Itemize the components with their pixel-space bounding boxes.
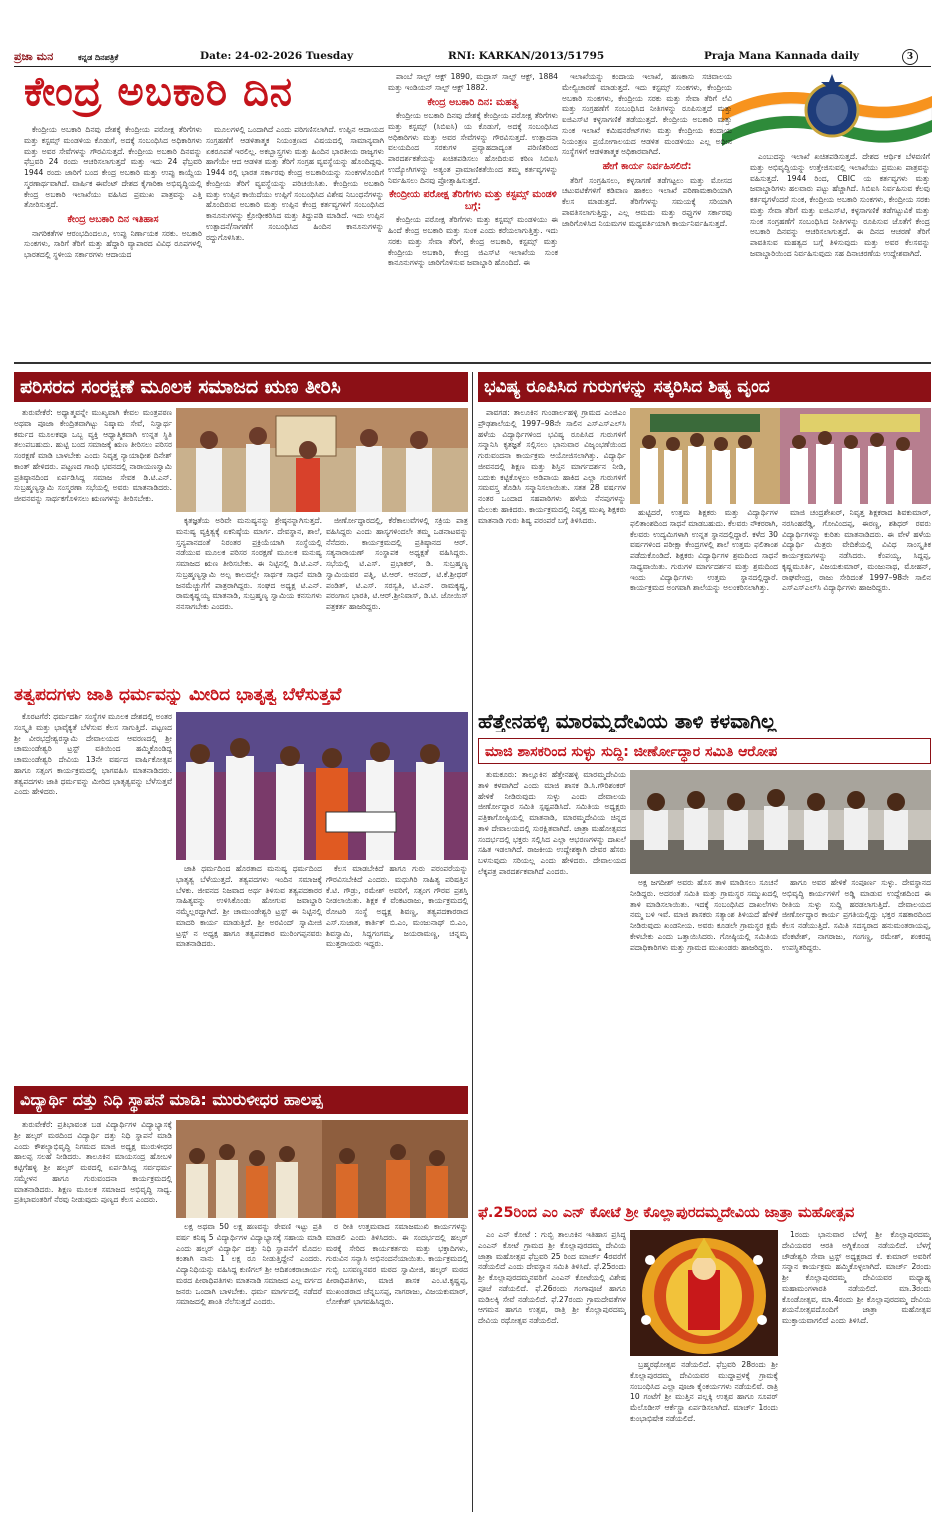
article3-col3-text: ಕೆಲಸ ಮಾಡಬೇಕಿದೆ ಹಾಗೂ ಗುರು ಪರಂಪರೆಯನ್ನು ಗೌರವಿಸಬೇಕಿದೆ ಎಂದರು. ಮಧುಗಿರಿ ಸಾಹಿತ್ಯ ಪರಿಷತ್ತಿನ ಕೆ.ಟಿ. ಗೌಡ್ರು, ರಮೇಶ್ ಅವರಿಗೆ, ಸತ್ಸಂಗ ಗೌರವ ಪ್ರಶಸ್ತಿ ನೀಡಲಾಯಿತು. ಶಿಕ್ಷಕ ಕೆ ವೆಂಕಟರಾಜು, ಕಾರ್ಯಕ್ರಮದಲ್ಲಿ ರೋಟರಿ ಸಂಸ್ಥೆ ಅಧ್ಯಕ್ಷ ಶಿವಣ್ಣ, ತತ್ವಪದಕಾರರಾದ ಎಸ್.ಸುಜಾತ, ಕಾರ್ತಿಕ್ ಬಿ.ಎಂ, ಮಂಜುನಾಥ್ ಬಿ.ಎಂ, ಶಿವಸ್ವಾಮಿ, ಸಿದ್ದಗಂಗಮ್ಮ, ಜಯರಾಮಣ್ಣ, ಚನ್ನಮ್ಮ ಮುತ್ತರಾಯರು ಇದ್ದರು.: [326, 864, 468, 949]
article4-photo: [176, 1120, 468, 1218]
article7-photo: [630, 1230, 778, 1356]
article4-col2-text: ಲಕ್ಷ ಅಥವಾ 50 ಲಕ್ಷ ಹಣವನ್ನು ಠೇವಣಿ ಇಟ್ಟು ಪ್ರತಿ ವರ್ಷ ಕನಿಷ್ಠ 5 ವಿದ್ಯಾರ್ಥಿಗಳ ವಿದ್ಯಾಭ್ಯಾಸಕ್ಕೆ ಸಹಾಯ ಮಾಡಿ ಎಂದು ಹಲ್ಕರ್ ವಿದ್ಯಾರ್ಥಿ ದತ್ತು ನಿಧಿ ಸ್ಥಾಪನೆಗೆ ಮೊದಲ ಕಂತಾಗಿ ನಾನು 1 ಲಕ್ಷ ರೂ ನೀಡುತ್ತಿದ್ದೇನೆ ಎಂದರು. ವಿದ್ಯಾನಿಧಿಯನ್ನು ವಹಿಸಿದ್ದ ಕುಣಿಗಲ್ ಶ್ರೀ ಆದಿಶಂಕರಾಚಾರ್ಯ ಮಠದ ಪೀಠಾಧಿಪತಿಗಳು ಮಾತನಾಡಿ ಸಮಾಜದ ಎಲ್ಲ ವರ್ಗದ ಜನರು ಒಂದಾಗಿ ಬಾಳಬೇಕು. ಧರ್ಮ ಮಾರ್ಗದಲ್ಲಿ ನಡೆದರೆ ಸಮಾಜದಲ್ಲಿ ಶಾಂತಿ ನೆಲೆಸುತ್ತದೆ ಎಂದರು.: [176, 1222, 322, 1307]
article3-headline: ತತ್ವಪದಗಳು ಜಾತಿ ಧರ್ಮವನ್ನು ಮೀರಿದ ಭಾತೃತ್ವ ಬೆಳೆಸುತ್ತವೆ: [14, 686, 342, 705]
article6-col2-text: ಅಕ್ಷ ಜಗದೀಶ್ ಅವರು ಹೊಸ ತಾಳಿ ಮಾಡಿಸಲು ಸೂಚನೆ ನೀಡಿದ್ದರು. ಅದರಂತೆ ಸಮಿತಿ ಮತ್ತು ಗ್ರಾಮಸ್ಥರ ಸಮ್ಮುಖದಲ್ಲಿ ತಾಳಿ ಮಾಡಿಸಲಾಯಿತು. ಇದಕ್ಕೆ ಸಂಬಂಧಿಸಿದ ದಾಖಲೆಗಳು ನಮ್ಮ ಬಳಿ ಇವೆ. ಮಾಜಿ ಶಾಸಕರು ಸತ್ಯಾಂಶ ತಿಳಿಯದೆ ಹೇಳಿಕೆ ನೀಡಿರುವುದು ಖಂಡನೀಯ. ಅವರು ಕೂಡಲೇ ಗ್ರಾಮಸ್ಥರ ಕ್ಷಮೆ ಕೇಳಬೇಕು ಎಂದು ಒತ್ತಾಯಿಸಿದರು. ಗೋಷ್ಠಿಯಲ್ಲಿ ಸಮಿತಿಯ ಪದಾಧಿಕಾರಿಗಳು ಮತ್ತು ಗ್ರಾಮದ ಮುಖಂಡರು ಹಾಜರಿದ್ದರು.: [630, 878, 778, 952]
article1-col4-text2: ತೆರಿಗೆ ಸಂಗ್ರಹಿಸಲು, ಕಳ್ಳಸಾಗಣೆ ತಡೆಗಟ್ಟಲು ಮತ್ತು ಮೋಸದ ಚಟುವಟಿಕೆಗಳಿಗೆ ಕಡಿವಾಣ ಹಾಕಲು ಇಲಾಖೆ ಪರಿಣಾಮಕಾರಿಯಾಗಿ ಕೆಲಸ ಮಾಡುತ್ತದೆ. ತೆರಿಗೆಗಳನ್ನು ಸಮಯಕ್ಕೆ ಸರಿಯಾಗಿ ಪಾವತಿಸಲಾಗುತ್ತಿದ್ದು, ಎಲ್ಲ ಆಮದು ಮತ್ತು ರಫ್ತುಗಳ ಸರ್ಕಾರವು ಜಾರಿಗೊಳಿಸಿದ ನಿಯಮಗಳ ಮಧ್ಯವರ್ತಿಯಾಗಿ ಕಾರ್ಯನಿರ್ವಹಿಸುತ್ತದೆ.: [562, 175, 732, 228]
article2-headline: ಪರಿಸರದ ಸಂರಕ್ಷಣೆ ಮೂಲಕ ಸಮಾಜದ ಋಣ ತೀರಿಸಿ: [14, 372, 468, 402]
article1-column-2: [206, 125, 384, 355]
group-photo-image: [176, 408, 468, 512]
article3-photo: [176, 712, 468, 860]
article4-column-2: [176, 1222, 322, 1512]
award-ceremony-image: [176, 712, 468, 860]
article1-col1-text: ಕೇಂದ್ರೀಯ ಅಬಕಾರಿ ದಿನವು ದೇಶಕ್ಕೆ ಕೇಂದ್ರೀಯ ಪರೋಕ್ಷ ತೆರಿಗೆಗಳು ಮತ್ತು ಕಸ್ಟಮ್ಸ್ ಮಂಡಳಿಯ ಕೊಡುಗೆ, ಅದಕ್ಕೆ ಸಂಬಂಧಿಸಿದ ಅಧಿಕಾರಿಗಳು ಮತ್ತು ಅವರ ಸೇವೆಗಳನ್ನು ಗೌರವಿಸುತ್ತದೆ. ಕೇಂದ್ರೀಯ ಅಬಕಾರಿ ದಿನವನ್ನು ಫೆಬ್ರವರಿ 24 ರಂದು ಆಚರಿಸಲಾಗುತ್ತದೆ ಮತ್ತು ಇದು 24 ಫೆಬ್ರವರಿ 1944 ರಂದು ಜಾರಿಗೆ ಬಂದ ಕೇಂದ್ರ ಅಬಕಾರಿ ಮತ್ತು ಉಪ್ಪು ಕಾಯ್ದೆಯ ಸ್ಮರಣಾರ್ಥವಾಗಿದೆ. ವಾರ್ಷಿಕ ಈವೆಂಟ್ ದೇಶದ ಕೈಗಾರಿಕಾ ಅಭಿವೃದ್ಧಿಯಲ್ಲಿ ಕೇಂದ್ರ ಅಬಕಾರಿ ಇಲಾಖೆಯು ವಹಿಸಿದ ಪ್ರಮುಖ ಪಾತ್ರವನ್ನು ಎತ್ತಿ ತೋರಿಸುತ್ತದೆ.: [24, 125, 202, 210]
cbic-emblem-graphic: [722, 70, 932, 150]
article1-col3-subheading2: ಕೇಂದ್ರೀಯ ಪರೋಕ್ಷ ತೆರಿಗೆಗಳು ಮತ್ತು ಕಸ್ಟಮ್ಸ್ ಮಂಡಳಿ ಬಗ್ಗೆ:: [389, 189, 557, 212]
article5-photo: [630, 408, 931, 504]
deity-idol-image: [630, 1230, 778, 1356]
masthead: [14, 49, 931, 67]
article3-column-2: [176, 864, 322, 1080]
page-number: 3: [902, 49, 918, 65]
article7-col3-text: 1ರಂದು ಭಾನುವಾರ ಬೆಳಗ್ಗೆ ಶ್ರೀ ಕೊಲ್ಲಾಪುರದಮ್ಮ ದೇವಿಯವರ ಆರತಿ ಅಗ್ನಿಕೊಂಡ ನಡೆಯಲಿದೆ. ಬೆಳಗ್ಗೆ ಚೌಡೇಶ್ವರಿ ಸೇವಾ ಟ್ರಸ್ಟ್ ಅಧ್ಯಕ್ಷರಾದ ಕೆ. ಕುಮಾರ್ ಅವರಿಗೆ ಸನ್ಮಾನ ಕಾರ್ಯಕ್ರಮ ಹಮ್ಮಿಕೊಳ್ಳಲಾಗಿದೆ. ಮಾರ್ಚ್ 2ರಂದು ಶ್ರೀ ಕೊಲ್ಲಾಪುರದಮ್ಮ ದೇವಿಯವರ ಮಧ್ಯಾಹ್ನ ಮಹಾಮಂಗಳಾರತಿ ನಡೆಯಲಿದೆ. ಮಾ.3ರಂದು ಕೊಂಡೋತ್ಸವ, ಮಾ.4ರಂದು ಶ್ರೀ ಕೊಲ್ಲಾಪುರದಮ್ಮ ದೇವಿಯ ಶಯನೋತ್ಸವದೊಂದಿಗೆ ಜಾತ್ರಾ ಮಹೋತ್ಸವ ಮುಕ್ತಾಯವಾಗಲಿದೆ ಎಂದು ತಿಳಿಸಿದೆ.: [782, 1230, 931, 1326]
article5-column-1: [478, 408, 626, 704]
article5-col2-text: ಹುಟ್ಟಿದರೆ, ಉತ್ತಮ ಶಿಕ್ಷಕರು ಮತ್ತು ವಿದ್ಯಾರ್ಥಿಗಳ ಫಲಿತಾಂಶದಿಂದ ಸಾಧನೆ ಮಾಡಬಹುದು. ಕೆಲವರು ನೌಕರರಾಗಿ, ಕೆಲವರು ಉದ್ಯಮಿಗಳಾಗಿ ಉನ್ನತ ಸ್ಥಾನದಲ್ಲಿದ್ದಾರೆ. ಕಳೆದ 30 ವರ್ಷಗಳಿಂದ ಪರೀಕ್ಷಾ ಕೇಂದ್ರಗಳಲ್ಲಿ ಶಾಲೆ ಉತ್ತಮ ಫಲಿತಾಂಶ ಪಡೆದುಕೊಂಡಿದೆ. ಶಿಕ್ಷಕರು ವಿದ್ಯಾರ್ಥಿಗಳ ಶ್ರಮದಿಂದ ಸಾಧನೆ ಸಾಧ್ಯವಾಯಿತು. ಗುರುಗಳ ಮಾರ್ಗದರ್ಶನ ಮತ್ತು ಶ್ರಮದಿಂದ ಇಂದು ವಿದ್ಯಾರ್ಥಿಗಳು ಉತ್ತಮ ಸ್ಥಾನದಲ್ಲಿದ್ದಾರೆ. ಕಾರ್ಯಕ್ರಮದ ಅಂಗವಾಗಿ ಶಾಲೆಯನ್ನು ಅಲಂಕರಿಸಲಾಗಿತ್ತು.: [630, 508, 778, 593]
article1-col3-text2: ಕೇಂದ್ರೀಯ ಪರೋಕ್ಷ ತೆರಿಗೆಗಳು ಮತ್ತು ಕಸ್ಟಮ್ಸ್ ಮಂಡಳಿಯು ಈ ಹಿಂದೆ ಕೇಂದ್ರ ಅಬಕಾರಿ ಮತ್ತು ಸುಂಕ ಎಂದು ಕರೆಯಲಾಗುತ್ತಿತ್ತು. ಇದು ಸರಕು ಮತ್ತು ಸೇವಾ ತೆರಿಗೆ, ಕೇಂದ್ರ ಅಬಕಾರಿ, ಕಸ್ಟಮ್ಸ್ ಮತ್ತು ಕೇಂದ್ರೀಯ ಅಬಕಾರಿ, ಕೇಂದ್ರ ಜಿಎಸ್‌ಟಿ ಇಲಾಖೆಯ ಸುಂಕ ಕಾನೂನುಗಳನ್ನು ಜಾರಿಗೊಳಿಸುವ ಜವಾಬ್ದಾರಿ ಹೊಂದಿದೆ. ಈ: [388, 215, 558, 268]
flag-wave-icon: [722, 70, 932, 150]
article1-col1-text2: ನಾಗರಿಕತೆಗಳ ಆರಂಭದಿಂದಲೂ, ಉಪ್ಪು ನಿರ್ಣಾಯಕ ಸರಕು. ಅಬಕಾರಿ ಸುಂಕಗಳು, ಸಾರಿಗೆ ತೆರಿಗೆ ಮತ್ತು ಹೆದ್ದಾರಿ ವ್ಯಾಪಾರದ ವಿವಿಧ ರೂಪಗಳಲ್ಲಿ ಭಾರತದಲ್ಲಿ ಸ್ಥಳೀಯ ಸರ್ಕಾರಗಳು ಆದಾಯದ: [24, 228, 202, 260]
dignitaries-photo-image: [176, 1120, 468, 1218]
article5-col3-text: ಮಾಜಿ ಚಂದ್ರಶೇಖರ್, ನಿವೃತ್ತ ಶಿಕ್ಷಕರಾದ ಶಿವಕುಮಾರ್, ನರಸಿಂಹರೆಡ್ಡಿ, ಗೋವಿಂದಪ್ಪ, ಈರಣ್ಣ, ಶಶಿಧರ್ ರವರು ವಿದ್ಯಾರ್ಥಿಗಳನ್ನು ಕುರಿತು ಮಾತನಾಡಿದರು. ಈ ವೇಳೆ ಹಳೆಯ ವಿದ್ಯಾರ್ಥಿ ಮಿತ್ರರು ವೇದಿಕೆಯಲ್ಲಿ ವಿವಿಧ ಸಾಂಸ್ಕೃತಿಕ ಕಾರ್ಯಕ್ರಮಗಳನ್ನು ನಡೆಸಿದರು. ಕೆಂಪಯ್ಯ, ಸಿದ್ದಪ್ಪ, ಕೃಷ್ಣಮೂರ್ತಿ, ವಿಜಯಕುಮಾರ್, ಮಂಜುನಾಥ, ಮೋಹನ್, ರಾಘವೇಂದ್ರ, ರಾಜು ಸೇರಿದಂತೆ 1997–98ನೇ ಸಾಲಿನ ಎಸ್‌ಎಸ್‌ಎಲ್‌ಸಿ ವಿದ್ಯಾರ್ಥಿಗಳು ಹಾಜರಿದ್ದರು.: [782, 508, 931, 593]
article4-headline: ವಿದ್ಯಾರ್ಥಿ ದತ್ತು ನಿಧಿ ಸ್ಥಾಪನೆ ಮಾಡಿ: ಮುರುಳೀಧರ ಹಾಲಪ್ಪ: [14, 1086, 468, 1114]
masthead-date: Date: 24-02-2026 Tuesday: [200, 50, 354, 62]
article6-col3-text: ಹಾಗೂ ಅವರ ಹೇಳಿಕೆ ಸಂಪೂರ್ಣ ಸುಳ್ಳು. ದೇವಸ್ಥಾನದ ಅಭಿವೃದ್ಧಿ ಕಾರ್ಯಗಳಿಗೆ ಅಡ್ಡಿ ಮಾಡುವ ಉದ್ದೇಶದಿಂದ ಈ ರೀತಿಯ ಸುಳ್ಳು ಸುದ್ದಿ ಹರಡಲಾಗುತ್ತಿದೆ. ದೇವಾಲಯದ ಜೀರ್ಣೋದ್ಧಾರ ಕಾರ್ಯ ಪ್ರಗತಿಯಲ್ಲಿದ್ದು ಭಕ್ತರ ಸಹಕಾರದಿಂದ ಕೆಲಸ ನಡೆಯುತ್ತಿದೆ. ಸಮಿತಿ ಸದಸ್ಯರಾದ ಹನುಮಂತರಾಯಪ್ಪ, ವೆಂಕಟೇಶ್, ನಾಗರಾಜು, ಗಂಗಣ್ಣ, ರಮೇಶ್, ಶಂಕರಪ್ಪ ಉಪಸ್ಥಿತರಿದ್ದರು.: [782, 878, 931, 952]
article6-column-2: [630, 878, 778, 1200]
article1-col3-text: ಕೇಂದ್ರೀಯ ಅಬಕಾರಿ ದಿನವು ದೇಶಕ್ಕೆ ಕೇಂದ್ರೀಯ ಪರೋಕ್ಷ ತೆರಿಗೆಗಳು ಮತ್ತು ಕಸ್ಟಮ್ಸ್ (ಸಿಬಿಐಸಿ) ಯ ಕೊಡುಗೆ, ಅದಕ್ಕೆ ಸಂಬಂಧಿಸಿದ ಅಧಿಕಾರಿಗಳು ಮತ್ತು ಅವರ ಸೇವೆಗಳನ್ನು ಗೌರವಿಸುತ್ತದೆ. ಉತ್ಪಾದನಾ ವಲಯದಿಂದ ಸರಕುಗಳ ಪ್ರವ್ಯಾಹದಾದ್ಯಂತ ಪರಿಣಿತರಿಂದ ಪಾರದರ್ಶಕತೆಯನ್ನು ಖಚಿತಪಡಿಸಲು ಹೋದಿರುವ ಕಠಿಣ ಸಿಬಿಐಸಿ ಉದ್ಯೋಗಿಗಳನ್ನು ಅತ್ಯಂತ ಪ್ರಾಮಾಣಿಕತೆಯಿಂದ ತಮ್ಮ ಕರ್ತವ್ಯಗಳನ್ನು ನಿರ್ವಹಿಸಲು ದಿನವು ಪ್ರೋತ್ಸಾಹಿಸುತ್ತದೆ.: [388, 110, 558, 185]
masthead-rni: RNI: KARKAN/2013/51795: [448, 50, 605, 62]
press-meet-image: [630, 770, 931, 874]
article5-column-3: [782, 508, 931, 704]
masthead-logo: ಪ್ರಜಾ ಮನ: [14, 50, 54, 63]
vertical-divider: [472, 372, 473, 1512]
article5-col1-text: ಪಾವಗಡ: ತಾಲೂಕಿನ ಗುಂಡಾರ್ಲಹಳ್ಳಿ ಗ್ರಾಮದ ಎಂಜಿಎಂ ಪ್ರೌಢಶಾಲೆಯಲ್ಲಿ 1997–98ನೇ ಸಾಲಿನ ಎಸ್‌ಎಸ್‌ಎಲ್‌ಸಿ ಹಳೆಯ ವಿದ್ಯಾರ್ಥಿಗಳಿಂದ ಭವಿಷ್ಯ ರೂಪಿಸಿದ ಗುರುಗಳಿಗೆ ಸನ್ಮಾನಿಸಿ ಕೃತಜ್ಞತೆ ಸಲ್ಲಿಸಲು ಭಾನುವಾರ ವಿಜೃಂಭಣೆಯಿಂದ ಗುರುವಂದನಾ ಕಾರ್ಯಕ್ರಮ ಆಯೋಜಿಸಲಾಗಿತ್ತು. ವಿದ್ಯಾರ್ಥಿ ಜೀವನದಲ್ಲಿ ಶಿಕ್ಷಣ ಮತ್ತು ಶಿಸ್ತಿನ ಮಾರ್ಗದರ್ಶನ ನೀಡಿ, ಬದುಕು ಕಟ್ಟಿಕೊಳ್ಳಲು ಅಡಿಪಾಯ ಹಾಕಿದ ಎಲ್ಲಾ ಗುರುಗಳಿಗೆ ಸಮವಸ್ತ್ರ ತೊಡಿಸಿ ಸನ್ಮಾನಿಸಲಾಯಿತು. ಸತತ 28 ವರ್ಷಗಳ ನಂತರ ಒಂದಾದ ಸಹಪಾಠಿಗಳು ಹಳೆಯ ನೆನಪುಗಳನ್ನು ಮೆಲುಕು ಹಾಕಿದರು. ಕಾರ್ಯಕ್ರಮದಲ್ಲಿ ನಿವೃತ್ತ ಮುಖ್ಯ ಶಿಕ್ಷಕರು ಮಾತನಾಡಿ ಗುರು ಶಿಷ್ಯ ಪರಂಪರೆ ಬಗ್ಗೆ ತಿಳಿಸಿದರು.: [478, 408, 626, 525]
masthead-paper-name: Praja Mana Kannada daily: [704, 50, 860, 62]
article3-col1-text: ಕೊರಟಗೆರೆ: ಧರ್ಮದರ್ಶಿ ಸಂಸ್ಥೆಗಳ ಮೂಲಕ ದೇಶದಲ್ಲಿ ಅಂತರ ಸಂಸ್ಕೃತಿ ಮತ್ತು ಭಾವೈಕ್ಯತೆ ಬೆಳೆಸುವ ಕೆಲಸ ಸಾಗುತ್ತಿದೆ. ಪಟ್ಟಣದ ಶ್ರೀ ವೀರಭದ್ರೇಶ್ವರಸ್ವಾಮಿ ದೇವಾಲಯದ ಆವರಣದಲ್ಲಿ ಶ್ರೀ ಚಾಮುಂಡೇಶ್ವರಿ ಟ್ರಸ್ಟ್ ವತಿಯಿಂದ ಹಮ್ಮಿಕೊಂಡಿದ್ದ ಚಾಮುಂಡೇಶ್ವರಿ ದೇವಿಯ 13ನೇ ವರ್ಷದ ವಾರ್ಷಿಕೋತ್ಸವ ಹಾಗೂ ಸತ್ಸಂಗ ಕಾರ್ಯಕ್ರಮದಲ್ಲಿ ಭಾಗವಹಿಸಿ ಮಾತನಾಡಿದರು. ತತ್ವಪದಗಳು ಜಾತಿ ಧರ್ಮವನ್ನು ಮೀರಿದ ಭಾತೃತ್ವವನ್ನು ಬೆಳೆಸುತ್ತವೆ ಎಂದು ಹೇಳಿದರು.: [14, 712, 172, 797]
article1-title: ಕೇಂದ್ರ ಅಬಕಾರಿ ದಿನ: [24, 69, 294, 115]
article1-col3-text-top: ಪಾಂಬೆ ಸಾಲ್ಟ್ ಆಕ್ಟ್ 1890, ಮದ್ರಾಸ್ ಸಾಲ್ಟ್ ಆಕ್ಟ್, 1884 ಮತ್ತು ಇಂಡಿಯನ್ ಸಾಲ್ಟ್ ಆಕ್ಟ್ 1882.: [388, 72, 558, 92]
article1-col1-subheading: ಕೇಂದ್ರ ಅಬಕಾರಿ ದಿನ ಇತಿಹಾಸ: [67, 214, 159, 226]
article2-column-3: [326, 516, 468, 672]
article6-column-3: [782, 878, 931, 1200]
article6-col1-text: ತುಮಕೂರು: ತಾಲ್ಲೂಕಿನ ಹೆತ್ತೇನಹಳ್ಳಿ ಮಾರಮ್ಮದೇವಿಯ ತಾಳಿ ಕಳವಾಗಿದೆ ಎಂದು ಮಾಜಿ ಶಾಸಕ ಡಿ.ಸಿ.ಗೌರಿಶಂಕರ್ ಹೇಳಿಕೆ ನೀಡಿರುವುದು ಸುಳ್ಳು ಎಂದು ದೇವಾಲಯ ಜೀರ್ಣೋದ್ಧಾರ ಸಮಿತಿ ಸ್ಪಷ್ಟಪಡಿಸಿದೆ. ಸಮಿತಿಯ ಅಧ್ಯಕ್ಷರು ಪತ್ರಿಕಾಗೋಷ್ಠಿಯಲ್ಲಿ ಮಾತನಾಡಿ, ಮಾರಮ್ಮದೇವಿಯ ಚಿನ್ನದ ತಾಳಿ ದೇವಾಲಯದಲ್ಲಿ ಸುರಕ್ಷಿತವಾಗಿದೆ. ಜಾತ್ರಾ ಮಹೋತ್ಸವದ ಸಂದರ್ಭದಲ್ಲಿ ಭಕ್ತರು ಸಲ್ಲಿಸಿದ ಎಲ್ಲಾ ಆಭರಣಗಳನ್ನು ದಾಖಲೆ ಸಹಿತ ಇಡಲಾಗಿದೆ. ರಾಜಕೀಯ ಉದ್ದೇಶಕ್ಕಾಗಿ ದೇವರ ಹೆಸರು ಬಳಸುವುದು ಸರಿಯಲ್ಲ ಎಂದು ಹೇಳಿದರು. ದೇವಾಲಯದ ಲೆಕ್ಕಪತ್ರ ಪಾರದರ್ಶಕವಾಗಿದೆ ಎಂದರು.: [478, 770, 626, 877]
article1-col2-text: ಮೂಲಗಳಲ್ಲಿ ಒಂದಾಗಿದೆ ಎಂದು ಪರಿಗಣಿಸಲಾಗಿದೆ. ಉಪ್ಪಿನ ಆದಾಯದ ಸಂಗ್ರಹಣೆಗೆ ಆಡಳಿತಾತ್ಮಕ ನಿಯಂತ್ರಣದ ವಿಷಯದಲ್ಲಿ ಸಾಮಾನ್ಯವಾಗಿ ಏಕರೂಪತೆ ಇರಲಿಲ್ಲ. ಅಕಬ್ಬಾಸ್ತ್ರಗಳು ಮತ್ತು ಹಿಂದಿನ ಭಾರತೀಯ ರಾಜ್ಯಗಳು ಹಾಗೆಯೇ ಆದ ಆಡಳಿತ ಮತ್ತು ತೆರಿಗೆ ಸಂಗ್ರಹ ವ್ಯವಸ್ಥೆಯನ್ನು ಹೊಂದಿದ್ದವು. 1944 ರಲ್ಲಿ ಭಾರತ ಸರ್ಕಾರವು ಕೇಂದ್ರ ಅಬಕಾರಿಯನ್ನು ಸುಂಕಗಳೊಂದಿಗೆ ಕೇಂದ್ರೀಯ ತೆರಿಗೆ ವ್ಯವಸ್ಥೆಯನ್ನು ಪರಿಚಯಿಸಿತು. ಕೇಂದ್ರೀಯ ಅಬಕಾರಿ ಮತ್ತು ಉಪ್ಪಿನ ಕಾಯಿದೆಯು ಉಪ್ಪಿಗೆ ಸಂಬಂಧಿಸಿದ ವಿಶೇಷ ನಿಬಂಧನೆಗಳನ್ನು ಹೊಂದಿರುವ ಅಬಕಾರಿ ಮತ್ತು ಉಪ್ಪಿನ ಕೇಂದ್ರ ಕರ್ತವ್ಯಗಳಿಗೆ ಸಂಬಂಧಿಸಿದ ಕಾನೂನುಗಳನ್ನು ಕ್ರೋಢೀಕರಿಸಿದ ಮತ್ತು ತಿದ್ದುಪಡಿ ಮಾಡಿದೆ. ಇದು ಉಪ್ಪಿನ ಉತ್ಪಾದನೆ/ಸಾಗಣೆಗೆ ಸಂಬಂಧಿಸಿದ ಹಿಂದಿನ ಕಾನೂನುಗಳನ್ನು ರದ್ದುಗೊಳಿಸಿತು.: [206, 125, 384, 242]
article1-col4-text: ಇಲಾಖೆಯನ್ನು ಕಂದಾಯ ಇಲಾಖೆ, ಹಣಕಾಸು ಸಚಿವಾಲಯ ಮೇಲ್ವಿಚಾರಣೆ ಮಾಡುತ್ತದೆ. ಇದು ಕಸ್ಟಮ್ಸ್ ಸುಂಕಗಳು, ಕೇಂದ್ರೀಯ ಅಬಕಾರಿ ಸುಂಕಗಳು, ಕೇಂದ್ರೀಯ ಸರಕು ಮತ್ತು ಸೇವಾ ತೆರಿಗೆ ಲೆವಿ ಮತ್ತು ಸಂಗ್ರಹಣೆಗೆ ಸಂಬಂಧಿಸಿದ ನೀತಿಗಳನ್ನು ರೂಪಿಸುತ್ತದೆ ಮತ್ತು ಐಜಿಎಸ್‌ಟಿ ಕಳ್ಳಸಾಗಣಿಕೆ ತಡೆಯುತ್ತದೆ. ಕೇಂದ್ರೀಯ ಅಬಕಾರಿ ಮತ್ತು ಸುಂಕ ಇಲಾಖೆ ಕಮಿಷನರೇಟ್‌ಗಳು ಮತ್ತು ಕೇಂದ್ರೀಯ ಕಂದಾಯ ನಿಯಂತ್ರಣ ಪ್ರಯೋಗಾಲಯದ ಆಡಳಿತ ಮಂಡಳಿಯು ಎಲ್ಲ ಅಧೀನ ಸಂಸ್ಥೆಗಳಿಗೆ ಆಡಳಿತಾತ್ಮಕ ಅಧಿಕಾರವಾಗಿದೆ.: [562, 72, 732, 157]
article1-column-1: [24, 125, 202, 355]
article4-column-3: [326, 1222, 468, 1512]
article2-col1-text: ತುರುವೇಕೆರೆ: ಅಧ್ಯಾತ್ಮವನ್ನೇ ಮುಖ್ಯವಾಗಿ ಕೇವಲ ಮಂತ್ರಪಠಣ ಅಥವಾ ಪೂಜಾ ಕೇಂದ್ರಿತವಾಗಿಟ್ಟು ನಿಷ್ಕಾಮ ಸೇವೆ, ನಿಸ್ವಾರ್ಥ ಕರ್ಮದ ಮೂಲಕವೂ ಒಬ್ಬ ವ್ಯಕ್ತಿ ಆಧ್ಯಾತ್ಮಿಕವಾಗಿ ಉನ್ನತ ಸ್ಥಿತಿ ತಲುಪಬಹುದು. ಹುಟ್ಟಿ ಬಂದ ಸಮಾಜಕ್ಕೆ ಋಣ ತೀರಿಸಲು ಪರಿಸರ ಸಂರಕ್ಷಣೆ ಮಾಡಿ ಬಾಳಬೇಕು ಎಂದು ನಿವೃತ್ತ ನ್ಯಾಯಾಧೀಶ ದಿನೇಶ್ ಕಾಂತ್ ಹೇಳಿದರು. ಪಟ್ಟಣದ ಗಾಂಧಿ ಭವನದಲ್ಲಿ ನಾರಾಯಣಸ್ವಾಮಿ ಪ್ರತಿಷ್ಠಾನದಿಂದ ಏರ್ಪಡಿಸಿದ್ದ ಸಮಾಜ ಸೇವಕ ಡಿ.ಟಿ.ಎನ್. ಸುಬ್ರಹ್ಮಣ್ಯಸ್ವಾಮಿ ಸಂಸ್ಮರಣಾ ಸಭೆಯಲ್ಲಿ ಅವರು ಮಾತನಾಡಿದರು. ಜೀವನವನ್ನು ಸಾರ್ಥಕಗೊಳಿಸಲು ಋಣಗಳನ್ನು ತೀರಿಸಬೇಕು.: [14, 408, 172, 504]
article6-photo: [630, 770, 931, 874]
article6-subheadline: ಮಾಜಿ ಶಾಸಕರಿಂದ ಸುಳ್ಳು ಸುದ್ದಿ: ಜೀರ್ಣೋದ್ಧಾರ ಸಮಿತಿ ಆರೋಪ: [478, 738, 931, 764]
article5-headline: ಭವಿಷ್ಯ ರೂಪಿಸಿದ ಗುರುಗಳನ್ನು ಸತ್ಕರಿಸಿದ ಶಿಷ್ಯ ವೃಂದ: [478, 372, 931, 402]
article7-column-3: [782, 1230, 931, 1512]
article3-column-3: [326, 864, 468, 1080]
article6-column-1: [478, 770, 626, 1200]
article4-column-1: [14, 1120, 172, 1512]
article2-column-1: [14, 408, 172, 672]
article1-column-5: [750, 152, 930, 355]
article7-headline: ಫೆ.25ರಿಂದ ಎಂ ಎನ್ ಕೋಟೆ ಶ್ರೀ ಕೊಲ್ಲಾಪುರದಮ್ಮದೇವಿಯ ಜಾತ್ರಾ ಮಹೋತ್ಸವ: [478, 1206, 855, 1221]
article1-col5-text: ಎಂಬುದನ್ನು ಇಲಾಖೆ ಖಚಿತಪಡಿಸುತ್ತದೆ. ದೇಶದ ಆರ್ಥಿಕ ಬೆಳವಣಿಗೆ ಮತ್ತು ಅಭಿವೃದ್ಧಿಯನ್ನು ಉತ್ತೇಜಿಸುವಲ್ಲಿ ಇಲಾಖೆಯು ಪ್ರಮುಖ ಪಾತ್ರವನ್ನು ವಹಿಸುತ್ತದೆ. 1944 ರಿಂದ, CBIC ಯ ಕರ್ತವ್ಯಗಳು ಮತ್ತು ಜವಾಬ್ದಾರಿಗಳು ಹಲವಾರು ಪಟ್ಟು ಹೆಚ್ಚಾಗಿದೆ. ಸಿಬಿಐಸಿ ನಿರ್ವಹಿಸುವ ಕೆಲವು ಕರ್ತವ್ಯಗಳೆಂದರೆ ಸುಂಕ, ಕೇಂದ್ರೀಯ ಅಬಕಾರಿ ಸುಂಕಗಳು, ಕೇಂದ್ರೀಯ ಸರಕು ಮತ್ತು ಸೇವಾ ತೆರಿಗೆ ಮತ್ತು ಐಜಿಎಸ್‌ಟಿ, ಕಳ್ಳಸಾಗಣಿಕೆ ತಡೆಗಟ್ಟುವಿಕೆ ಮತ್ತು ಸುಂಕ ಸಂಗ್ರಹಣೆಗೆ ಸಂಬಂಧಿಸಿದ ನೀತಿಗಳನ್ನು ರೂಪಿಸುವ ಜೊತೆಗೆ ಕೇಂದ್ರ ಅಬಕಾರಿ ದಿನವನ್ನು ಆಚರಿಸಲಾಗುತ್ತದೆ. ಈ ದಿನದ ಆಚರಣೆ ತೆರಿಗೆ ಪಾವತಿಸುವ ಮಹತ್ವದ ಬಗ್ಗೆ ತಿಳಿಸುವುದು ಮತ್ತು ಅವರ ಕೆಲಸವನ್ನು ಜವಾಬ್ದಾರಿಯಿಂದ ನಿರ್ವಹಿಸುವುದು ಸಹ ದಿನಾಚರಣೆಯ ಉದ್ದೇಶವಾಗಿದೆ.: [750, 152, 930, 259]
article3-col2-text: ಜಾತಿ ಧರ್ಮದಿಂದ ಹೊರತಾದ ಮನುಷ್ಯ ಧರ್ಮದಿಂದ ಭಾತೃತ್ವ ಬೆಳೆಯುತ್ತದೆ. ತತ್ವಪದಗಳು ಇಂದಿನ ಸಮಾಜಕ್ಕೆ ಬೆಳಕು. ಜೀವನದ ನಿಜವಾದ ಅರ್ಥ ತಿಳಿಸುವ ತತ್ವಪದಕಾರರ ಸಾಹಿತ್ಯವನ್ನು ಉಳಿಸಿಕೊಂಡು ಹೋಗುವ ಜವಾಬ್ದಾರಿ ನಮ್ಮೆಲ್ಲರದ್ದಾಗಿದೆ. ಶ್ರೀ ಚಾಮುಂಡೇಶ್ವರಿ ಟ್ರಸ್ಟ್ ಈ ನಿಟ್ಟಿನಲ್ಲಿ ಮಾದರಿ ಕಾರ್ಯ ಮಾಡುತ್ತಿದೆ. ಶ್ರೀ ಅರವಿಂದ್‌ ಸ್ವಾಮೀಜಿ ಟ್ರಸ್ಟ್ ನ ಅಧ್ಯಕ್ಷ ಹಾಗೂ ತತ್ವಪದಕಾರ ಮುರಿಂಗಪ್ಪನವರು ಮಾತನಾಡಿದರು.: [176, 864, 322, 949]
masthead-tagline: ಕನ್ನಡ ದಿನಪತ್ರಿಕೆ: [78, 52, 119, 62]
article2-col3-text: ಜೀರ್ಣೋದ್ಧಾರದಲ್ಲಿ, ಕೆರೆಕಾಲುವೆಗಳಲ್ಲಿ ಸಕ್ರಿಯ ಪಾತ್ರ ವಹಿಸಿದ್ದರು ಎಂದು ಹಾಸ್ಯಗಳಿಂದಲೇ ತಮ್ಮ ಒಡನಾಟವನ್ನು ನೆನೆದರು. ಕಾರ್ಯಕ್ರಮದಲ್ಲಿ ಪ್ರತಿಷ್ಠಾನದ ಆರ್. ಸತ್ಯನಾರಾಯಣ್ ಸಂಸ್ಥಾಪಕ ಅಧ್ಯಕ್ಷತೆ ವಹಿಸಿದ್ದರು. ಸಭೆಯಲ್ಲಿ ಟಿ.ಎಸ್. ಪ್ರಭಾಕರ್, ಡಿ. ಸುಬ್ರಹ್ಮಣ್ಯ ಸ್ವಾಮಿಯವರ ಪತ್ನಿ, ಟಿ.ಆರ್. ಆನಂದ್, ಟಿ.ಕೆ.ಶ್ರೀಧರ್ ಪಂಡಿತ್, ಟಿ.ಎಸ್. ಸರಸ್ವತಿ, ಟಿ.ಎನ್. ರಾಮಕೃಷ್ಣ, ಪರಂಗಾಸ ಭಾರತಿ, ಟಿ.ಆರ್.ಶ್ರೀನಿವಾಸ್, ಡಿ.ಟಿ. ಜೋಯಿಸ್ ಪತ್ರಕರ್ತ ಹಾಜರಿದ್ದರು.: [326, 516, 468, 612]
article7-column-2: [630, 1360, 778, 1512]
article2-column-2: [176, 516, 322, 672]
article5-column-2: [630, 508, 778, 704]
felicitation-stage-image: [630, 408, 931, 504]
section-divider: [14, 362, 931, 364]
article1-col3-subheading: ಕೇಂದ್ರ ಅಬಕಾರಿ ದಿನ: ಮಹತ್ವ: [427, 96, 519, 108]
article2-col2-text: ಕೃತಜ್ಞತೆಯ ಅರಿವೇ ಮನುಷ್ಯನನ್ನು ಶ್ರೇಷ್ಠನನ್ನಾಗಿಸುತ್ತದೆ. ಮನುಷ್ಯ ವ್ಯಕ್ತಿತ್ವಕ್ಕೆ ಏಕನಿಷ್ಠೆಯ ಮಾರ್ಗ. ದೇವಸ್ಥಾನ, ಶಾಲೆ, ಸ್ತನ್ಯಪಾನದಂತೆ ನಿರಂತರ ಪ್ರಕ್ರಿಯೆಯಾಗಿ ಸಂಸ್ಥೆಯಲ್ಲಿ ನಡೆಯುವ ಮೂಲಕ ಪರಿಸರ ಸಂರಕ್ಷಣೆ ಮೂಲಕ ಮನುಷ್ಯ ಸಮಾಜದ ಋಣ ತೀರಿಸಬೇಕು. ಈ ನಿಟ್ಟಿನಲ್ಲಿ ಡಿ.ಟಿ.ಎನ್. ಸುಬ್ರಹ್ಮಣ್ಯಸ್ವಾಮಿ ಅಲ್ಪ ಕಾಲದಲ್ಲೇ ಸಾರ್ಥಕ ಸಾಧನೆ ಮಾಡಿ ಜನಮೆಚ್ಚುಗೆಗೆ ಪಾತ್ರರಾಗಿದ್ದರು. ಸಂಘದ ಅಧ್ಯಕ್ಷ ಟಿ.ಎನ್. ರಾಮಕೃಷ್ಣಯ್ಯ ಮಾತನಾಡಿ, ಸುಬ್ರಹ್ಮಣ್ಯ ಸ್ವಾಮಿಯ ಕನಸುಗಳು ನನಸಾಗಬೇಕು ಎಂದರು.: [176, 516, 322, 612]
article7-column-1: [478, 1230, 626, 1512]
article1-col4-subheading: ಹೇಗೆ ಕಾರ್ಯ ನಿರ್ವಹಿಸಲಿದೆ:: [602, 161, 692, 173]
article2-photo: [176, 408, 468, 512]
article7-col2-text: ಬ್ರಹ್ಮರಥೋತ್ಸವ ನಡೆಯಲಿದೆ. ಫೆಬ್ರವರಿ 28ರಂದು ಶ್ರೀ ಕೊಲ್ಲಾಪುರದಮ್ಮ ದೇವಿಯವರ ಮುದ್ದಾಪ್ರಳಕ್ಕೆ ಗ್ರಾಮಕ್ಕೆ ಸಂಬಂಧಿಸಿದ ಎಲ್ಲಾ ಪೂಜಾ ಕೈಂಕರ್ಯಗಳು ನಡೆಯಲಿವೆ. ರಾತ್ರಿ 10 ಗಂಟೆಗೆ ಶ್ರೀ ಮುತ್ತಿನ ಪಲ್ಲಕ್ಕಿ ಉತ್ಸವ ಹಾಗೂ ಸೂಪರ್ ಮೆಲೊಡೀಸ್ ಆರ್ಕೆಸ್ಟ್ರಾ ಏರ್ಪಡಿಸಲಾಗಿದೆ. ಮಾರ್ಚ್ 1ರಂದು ಕುಂಭಾಭಿಷೇಕ ನಡೆಯಲಿದೆ.: [630, 1360, 778, 1423]
article4-col1-text: ತುರುವೇಕೆರೆ: ಪ್ರತಿಭಾವಂತ ಬಡ ವಿದ್ಯಾರ್ಥಿಗಳ ವಿದ್ಯಾಭ್ಯಾಸಕ್ಕೆ ಶ್ರೀ ಹಲ್ಕರ್ ಮಠದಿಂದ ವಿದ್ಯಾರ್ಥಿ ದತ್ತು ನಿಧಿ ಸ್ಥಾಪನೆ ಮಾಡಿ ಎಂದು ಕೌಶಲ್ಯಾಭಿವೃದ್ಧಿ ನಿಗಮದ ಮಾಜಿ ಅಧ್ಯಕ್ಷ ಮುರುಳೀಧರ ಹಾಲಪ್ಪ ಸಲಹೆ ನೀಡಿದರು. ತಾಲೂಕಿನ ಮಾಯಸಂದ್ರ ಹೋಬಳಿ ಕಟ್ಟಿಗೆಹಳ್ಳಿ ಶ್ರೀ ಹಲ್ಕರ್ ಮಠದಲ್ಲಿ ಏರ್ಪಡಿಸಿದ್ದ ಸರ್ವಧರ್ಮ ಸಮ್ಮೇಳನ ಹಾಗೂ ಗುರುವಂದನಾ ಕಾರ್ಯಕ್ರಮದಲ್ಲಿ ಮಾತನಾಡಿದರು. ಶಿಕ್ಷಣ ಮೂಲಕ ಸಮಾಜದ ಅಭಿವೃದ್ಧಿ ಸಾಧ್ಯ. ಪ್ರತಿಭಾವಂತರಿಗೆ ನೆರವು ನೀಡುವುದು ಪುಣ್ಯದ ಕೆಲಸ ಎಂದರು.: [14, 1120, 172, 1205]
article6-headline: ಹೆತ್ತೇನಹಳ್ಳಿ ಮಾರಮ್ಮದೇವಿಯ ತಾಳಿ ಕಳವಾಗಿಲ್ಲ: [478, 710, 777, 732]
article1-column-3: [388, 72, 558, 355]
article4-col3-text: ರ ರೀತಿ ಉತ್ತಮವಾದ ಸಮಾಜಮುಖಿ ಕಾರ್ಯಗಳನ್ನು ಮಾಡಲಿ ಎಂದು ತಿಳಿಸಿದರು. ಈ ಸಂದರ್ಭದಲ್ಲಿ ಹಲ್ಕರ್ ಮಠಕ್ಕೆ ಸೇರಿದ ಕಾರ್ಯಕರ್ತರು ಮತ್ತು ಭಕ್ತಾದಿಗಳು, ಗುರುವಿನ ಸನ್ಯಾಸಿ ಅಭಿನಂದನೆಯಾಯಿತು. ಕಾರ್ಯಕ್ರಮದಲ್ಲಿ ಗುಬ್ಬಿ ಬಸವಣ್ಣನವರ ಮಠದ ಸ್ವಾಮೀಜಿ, ಹಲ್ಕರ್ ಮಠದ ಪೀಠಾಧಿಪತಿಗಳು, ಮಾಜಿ ಶಾಸಕ ಎಂ.ಟಿ.ಕೃಷ್ಣಪ್ಪ, ಮುಖಂಡರಾದ ಚೆನ್ನಬಸಪ್ಪ, ನಾಗರಾಜು, ವಿಜಯಕುಮಾರ್, ಲೋಕೇಶ್ ಭಾಗವಹಿಸಿದ್ದರು.: [326, 1222, 468, 1307]
article1-column-4: [562, 72, 732, 355]
article3-column-1: [14, 712, 172, 1080]
article7-col1-text: ಎಂ ಎನ್ ಕೋಟೆ : ಗುಬ್ಬಿ ತಾಲೂಕಿನ ಇತಿಹಾಸ ಪ್ರಸಿದ್ಧ ಎಂಎನ್ ಕೋಟೆ ಗ್ರಾಮದ ಶ್ರೀ ಕೊಲ್ಲಾಪುರದಮ್ಮ ದೇವಿಯ ಜಾತ್ರಾ ಮಹೋತ್ಸವ ಫೆಬ್ರವರಿ 25 ರಿಂದ ಮಾರ್ಚ್ 4ರವರೆಗೆ ನಡೆಯಲಿದೆ ಎಂದು ದೇವಸ್ಥಾನ ಸಮಿತಿ ತಿಳಿಸಿದೆ. ಫೆ.25ರಂದು ಶ್ರೀ ಕೊಲ್ಲಾಪುರದಮ್ಮನವರಿಗೆ ಎಂಎನ್ ಕೋಟೆಯಲ್ಲಿ ವಿಶೇಷ ಪೂಜೆ ನಡೆಯಲಿದೆ. ಫೆ.26ರಂದು ಗಂಗಾಪೂಜೆ ಹಾಗೂ ಮಡಿಲಕ್ಕಿ ಸೇವೆ ನಡೆಯಲಿದೆ. ಫೆ.27ರಂದು ಗ್ರಾಮದೇವತೆಗಳ ಆಗಮನ ಹಾಗೂ ಉತ್ಸವ, ರಾತ್ರಿ ಶ್ರೀ ಕೊಲ್ಲಾಪುರದಮ್ಮ ದೇವಿಯ ರಥೋತ್ಸವ ನಡೆಯಲಿದೆ.: [478, 1230, 626, 1326]
